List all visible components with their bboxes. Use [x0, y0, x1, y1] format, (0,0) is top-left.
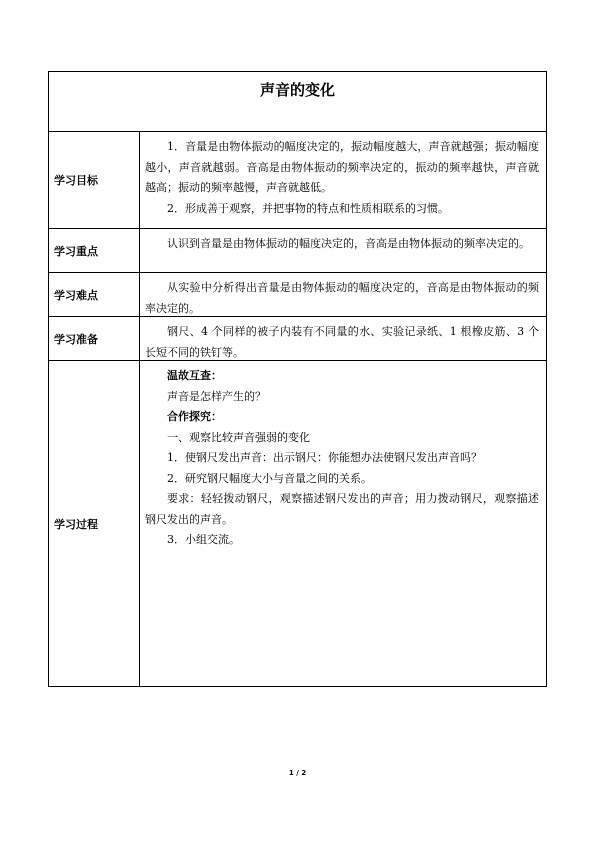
section-heading: 温故互查：: [167, 369, 222, 382]
row-label: 学习准备: [49, 317, 140, 360]
section-heading: 合作探究：: [167, 410, 222, 423]
row-key-points: [49, 229, 546, 273]
row-content: [141, 132, 543, 228]
paragraph: 从实验中分析得出音量是由物体振动的幅度决定的，音高是由物体振动的频率决定的。: [145, 281, 539, 315]
row-content: [141, 317, 543, 360]
paragraph: 1．使钢尺发出声音：出示钢尺：你能想办法使钢尺发出声音吗？: [167, 451, 482, 464]
document-title: 声音的变化: [259, 81, 335, 99]
paragraph: 要求：轻轻拨动钢尺，观察描述钢尺发出的声音；用力拨动钢尺，观察描述钢尺发出的声音。: [145, 492, 539, 526]
paragraph: 2．研究钢尺幅度大小与音量之间的关系。: [167, 471, 372, 485]
paragraph: 3．小组交流。: [167, 533, 240, 546]
row-content: [141, 229, 543, 272]
row-preparation: [49, 317, 546, 361]
paragraph: 钢尺、4 个同样的被子内装有不同量的水、实验记录纸、1 根橡皮筋、3 个长短不同的铁钉等。: [145, 325, 539, 359]
row-label: 学习过程: [49, 361, 140, 686]
row-label: 学习目标: [49, 132, 140, 228]
row-label: 学习难点: [49, 273, 140, 316]
row-difficulties: [49, 273, 546, 317]
paragraph: 认识到音量是由物体振动的幅度决定的，音高是由物体振动的频率决定的。: [167, 237, 530, 250]
paragraph: 2．形成善于观察，并把事物的特点和性质相联系的习惯。: [167, 201, 449, 215]
row-process: [49, 361, 546, 686]
paragraph: 一、观察比较声音强弱的变化: [167, 430, 310, 444]
paragraph: 1．音量是由物体振动的幅度决定的，振动幅度越大，声音就越强；振动幅度越小，声音就越弱。音高是由物体振动的频率决定的，振动的频率越快，声音就越高；振动的频率越慢，声音就越低。: [145, 140, 539, 194]
row-content: [141, 273, 543, 316]
row-label: 学习重点: [49, 229, 140, 272]
title-row: [49, 72, 546, 132]
row-learning-goals: [49, 132, 546, 229]
paragraph: 声音是怎样产生的？: [167, 389, 266, 403]
row-content: [141, 361, 543, 686]
page-number: 1 / 2: [288, 769, 307, 777]
lesson-plan-table: [48, 71, 547, 687]
